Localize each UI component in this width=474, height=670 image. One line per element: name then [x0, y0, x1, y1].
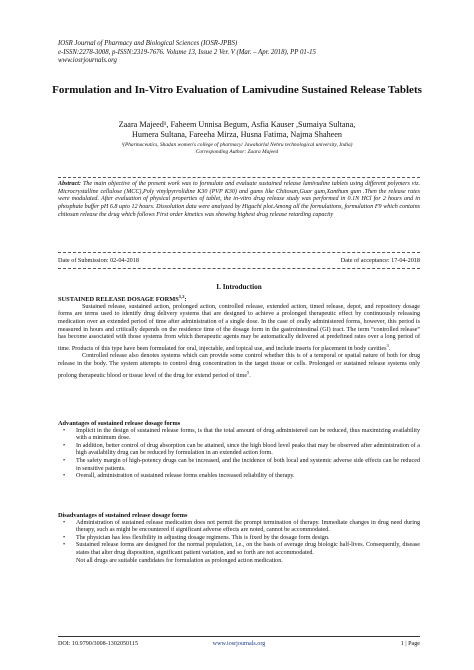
- list-item: [58, 520, 420, 535]
- authors-line-1: Zaara Majeed¹, Faheem Unnisa Begum, Asfia Kauser ,Sumaiya Sultana,: [118, 120, 356, 129]
- page-footer: [58, 641, 420, 647]
- list-item-text: The physician has less flexibility in adjusting dosage regimens. This is fixed by the dosage form design.: [76, 534, 330, 541]
- bullet-icon: •: [63, 519, 66, 526]
- list-item-text: Implicit in the design of sustained release forms, is that the total amount of drug administered can be reduced, thus maximizing availability with a minimum dose.: [76, 427, 420, 442]
- journal-name: IOSR Journal of Pharmacy and Biological Sciences (IOSR-JPBS): [58, 40, 238, 47]
- list-item: [58, 443, 420, 458]
- dates-row: [58, 257, 420, 265]
- bullet-icon: •: [63, 473, 66, 480]
- corresponding-author: Corresponding Author: Zaara Majeed: [195, 148, 279, 155]
- bullet-icon: •: [63, 542, 66, 549]
- affiliation: [40, 142, 434, 156]
- list-item-text: Overall, administration of sustained release forms enables increased reliability of therapy.: [76, 473, 295, 480]
- srdf-paragraph-2-text: Controlled release also denotes systems which can provide some control whether this is of a temporal or spatial nature of both for drug release in the body. The system attempts to control drug concentration in the target tissue or cells. Prolonged or sustained release systems only prolong therapeutic blood or tissue level of the drug for extend period of time: [58, 353, 420, 379]
- author-list: [40, 120, 434, 140]
- abstract-text: The main objective of the present work was to formulate and evaluate sustained release lamivudine tablets using different polymers viz. Microcrystalline cellulose (MCC),Poly vinylpyrrolidine K30 (PVP K30) and gums like Chitosan,Guar gum,Xanthum gum .Then the release rates were modulated. After evaluation of physical properties of tablet, the in-vitro drug release study was performed in 0.1N HCl for 2 hours and in phosphate buffer pH 6.8 upto 12 hours. Dissolution data were analyzed by Higuchi plot.Among all the formulations, formulation F9 which contains chitosan release the drug which follows First order kinetics was showing highest drug release retarding capacity: [58, 181, 420, 218]
- divider-top: [58, 177, 420, 178]
- bullet-icon: •: [63, 457, 66, 464]
- list-item-text: Administration of sustained release medication does not permit the prompt termination of therapy. Immediate changes in drug need during therapy, such as might be encountered if significant adverse effects are noted, cannot be accommodated.: [76, 519, 420, 534]
- authors-line-2: Humera Sultana, Fareeha Mirza, Husna Fatima, Najma Shaheen: [131, 130, 343, 139]
- advantages-heading: Advantages of sustained release dosage forms: [58, 420, 181, 427]
- footer-page-number: 1 | Page: [400, 641, 420, 647]
- divider-abstract: [58, 252, 420, 253]
- list-item-text: Sustained release forms are designed for the normal population, i.e., on the basis of average drug biologic half-lives. Consequently, disease states that alter drug disposition, significant patient variation, and so forth are not accommodated.: [76, 542, 420, 556]
- abstract: [58, 181, 420, 220]
- disadvantages-list: [58, 520, 420, 558]
- footer-doi: DOI: 10.9790/3008-1302050115: [58, 641, 139, 647]
- list-item: [58, 542, 420, 557]
- divider-dates: [58, 268, 420, 269]
- journal-url: www.iosrjournals.org: [58, 57, 117, 65]
- divider-footer: [58, 636, 420, 637]
- journal-header: [58, 40, 428, 66]
- disadvantages-heading: Disadvantages of sustained release dosage forms: [58, 512, 188, 519]
- srdf-heading-line: SUSTAINED RELEASE DOSAGE FORMS$^{1,2}$:: [58, 294, 187, 304]
- list-item: [58, 458, 420, 473]
- date-submission: Date of Submission: 02-04-2018: [58, 257, 139, 264]
- list-item: [58, 473, 420, 481]
- srdf-paragraph-1-sup: 3: [386, 342, 389, 348]
- list-item: [58, 428, 420, 443]
- list-item-text: In addition, better control of drug absorption can be attained, since the high blood level peaks that may be observed after administration of a high availability drug can be reduced by formulation in an extended action form.: [76, 442, 420, 457]
- srdf-paragraph-1-text: Sustained release, sustained action, prolonged action, controlled release, extended action, timed release, depot, and repository dosage forms are terms used to identify drug delivery systems that are designed to achieve a prolonged therapeutic effect by continuously releasing medication over an extended period of time after administration of a single dose. In the case of orally administered forms, however, this period is measured in hours and critically depends on the residence time of the dosage form in the gastrointestinal (GI) tract. The term “controlled release” has become associated with those systems from which therapeutic agents may be automatically delivered at predefined rates over a long period of time. Products of this type have been formulated for oral, injectable, and topical use, and include inserts for placement in body cavities: [58, 303, 420, 352]
- srdf-heading-sup: 1,2: [178, 294, 185, 299]
- bullet-icon: •: [63, 534, 66, 541]
- bullet-icon: •: [63, 427, 66, 434]
- date-acceptance: Date of acceptance: 17-04-2018: [340, 257, 420, 264]
- disadvantages-trailing: Not all drugs are suitable candidates for formulation as prolonged action medication.: [76, 557, 283, 564]
- bullet-icon: •: [63, 442, 66, 449]
- srdf-heading: SUSTAINED RELEASE DOSAGE FORMS: [58, 296, 179, 304]
- affiliation-line: ¹(Pharmaceutics, Shadan women's college of pharmacy/ Jawaharlal Nehru technological university, India): [121, 142, 353, 148]
- srdf-section: [58, 293, 420, 380]
- footer-url[interactable]: www.iosrjournals.org: [212, 641, 266, 647]
- paper-title: Formulation and In-Vitro Evaluation of Lamivudine Sustained Release Tablets: [52, 84, 422, 96]
- advantages-list: [58, 428, 420, 481]
- srdf-paragraph-1: Sustained release, sustained action, prolonged action, controlled release, extended action, timed release, depot, and repository dosage forms are terms used to identify drug delivery systems that are designed to achieve a prolonged therapeutic effect by continuously releasing medication over an extended period of time after administration of a single dose. In the case of orally administered forms, however, this period is measured in hours and critically depends on the residence time of the dosage form in the gastrointestinal (GI) tract. The term “controlled release” has become associated with those systems from which therapeutic agents may be automatically delivered at predefined rates over a long period of time. Products of this type have been formulated for oral, injectable, and topical use, and include inserts for placement in body cavities$^3$.: [58, 303, 420, 352]
- abstract-label: Abstract:: [58, 181, 82, 187]
- srdf-paragraph-2: Controlled release also denotes systems which can provide some control whether this is of a temporal or spatial nature of both for drug release in the body. The system attempts to control drug concentration in the target tissue or cells. Prolonged or sustained release systems only prolong therapeutic blood or tissue level of the drug for extend period of time$^5$.: [58, 353, 420, 379]
- list-item-text: The safety margin of high-potency drugs can be increased, and the incidence of both local and systemic adverse side effects can be reduced in sensitive patients.: [76, 457, 420, 472]
- advantages-section: [58, 420, 420, 481]
- disadvantages-section: [58, 512, 420, 565]
- srdf-paragraph-2-sup: 5: [247, 369, 250, 375]
- journal-issn: e-ISSN:2278-3008, p-ISSN:2319-7676. Volume 13, Issue 2 Ver. V (Mar. – Apr. 2018), PP 01-15: [58, 48, 316, 56]
- section-heading: I. Introduction: [216, 283, 262, 291]
